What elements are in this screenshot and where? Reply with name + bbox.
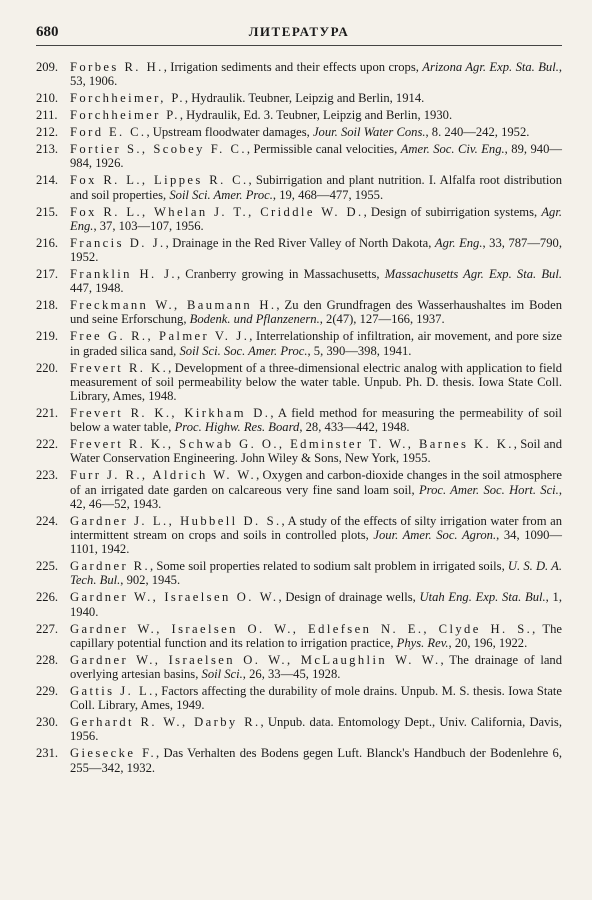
reference-number: 211. — [36, 108, 58, 123]
reference-entry — [36, 746, 562, 774]
reference-entry — [36, 437, 562, 465]
reference-entry — [36, 267, 562, 295]
reference-entry — [36, 715, 562, 743]
reference-source: Utah Eng. Exp. Sta. Bul. — [419, 590, 546, 605]
reference-entry — [36, 108, 562, 122]
reference-text: , A field method for measuring the permeability of soil below a water table, — [70, 406, 562, 435]
reference-source: Proc. Amer. Soc. Hort. Sci. — [418, 482, 559, 497]
reference-text: , Zu den Grundfragen des Wasserhaushaltes im Boden und seine Erforschung, — [70, 298, 562, 327]
reference-text: , Some soil properties related to sodium salt problem in irrigated soils, — [150, 559, 508, 574]
reference-entry — [36, 622, 562, 650]
reference-source: Soil Sci. Soc. Amer. Proc. — [179, 343, 308, 358]
reference-text: , 34, 1090—1101, 1942. — [70, 528, 563, 557]
reference-source: U. S. D. A. Tech. Bul. — [70, 559, 563, 588]
running-title: ЛИТЕРАТУРА — [248, 24, 350, 39]
reference-number: 229. — [36, 684, 59, 699]
reference-source: Soil Sci. Amer. Proc. — [169, 187, 273, 202]
reference-number: 214. — [36, 173, 59, 188]
reference-entry — [36, 468, 562, 511]
reference-authors: Frevert R. K., Kirkham D. — [70, 406, 271, 421]
reference-number: 226. — [36, 590, 59, 605]
reference-text: , 89, 940—984, 1926. — [70, 142, 562, 171]
reference-entry — [36, 236, 562, 264]
reference-number: 225. — [36, 559, 59, 574]
reference-entry — [36, 91, 562, 105]
reference-text: , 53, 1906. — [70, 60, 563, 89]
reference-text: , Cranberry growing in Massachusetts, — [176, 267, 385, 282]
page-header — [36, 24, 562, 46]
reference-text: , 8. 240—242, 1952. — [425, 125, 530, 140]
reference-text: , Design of subirrigation systems, — [363, 204, 542, 219]
reference-authors: Fortier S., Scobey F. C. — [70, 142, 247, 157]
reference-authors: Free G. R., Palmer V. J. — [70, 329, 250, 344]
reference-text: , Oxygen and carbon-dioxide changes in the soil atmosphere of an irrigated date garden on calcareous very fine sand loam soil, — [70, 468, 562, 497]
reference-entry — [36, 653, 562, 681]
reference-number: 223. — [36, 468, 59, 483]
reference-number: 216. — [36, 235, 59, 250]
reference-source: Jour. Soil Water Cons. — [312, 125, 426, 140]
reference-entry — [36, 125, 562, 139]
reference-source: Jour. Amer. Soc. Agron. — [373, 528, 497, 543]
reference-text: , Hydraulik. Teubner, Leipzig and Berlin, 1914. — [184, 91, 425, 106]
reference-text: , Development of a three-dimensional electric analog with application to field measurement of soil permeability below the water table. Unpub. Ph. D. thesis. Iowa State Coll. Library, Ames, 1948. — [70, 360, 563, 404]
reference-authors: Gardner W., Israelsen O. W. — [70, 590, 279, 605]
reference-text: , 902, 1945. — [120, 573, 181, 588]
reference-text: , 19, 468—477, 1955. — [272, 187, 384, 202]
reference-number: 224. — [36, 513, 59, 528]
reference-number: 213. — [36, 142, 59, 157]
reference-number: 209. — [36, 60, 59, 74]
reference-text: , Subirrigation and plant nutrition. I. Alfalfa root distribution and soil properties, — [70, 173, 563, 202]
reference-authors: Frevert R. K. — [70, 360, 169, 375]
reference-source: Soil Sci. — [201, 667, 243, 682]
reference-authors: Freckmann W., Baumann H. — [70, 298, 277, 313]
reference-text: , Unpub. data. Entomology Dept., Univ. California, Davis, 1956. — [70, 715, 562, 744]
reference-list — [36, 60, 562, 775]
reference-source: Agr. Eng. — [70, 204, 563, 233]
reference-text: , 1, 1940. — [70, 590, 562, 619]
reference-authors: Gardner R. — [70, 559, 150, 574]
reference-entry — [36, 60, 562, 88]
reference-text: 447, 1948. — [70, 281, 124, 296]
reference-authors: Frevert R. K., Schwab G. O., Edminster T. W., Barnes K. K. — [70, 437, 514, 452]
reference-authors: Gardner J. L., Hubbell D. S. — [70, 513, 282, 528]
reference-number: 230. — [36, 715, 59, 730]
reference-entry — [36, 684, 562, 712]
reference-source: Arizona Agr. Exp. Sta. Bul. — [422, 60, 559, 74]
reference-number: 222. — [36, 437, 59, 452]
reference-entry — [36, 514, 562, 557]
reference-number: 218. — [36, 298, 59, 313]
reference-text: , Soil and Water Conservation Engineering. John Wiley & Sons, New York, 1955. — [70, 437, 562, 466]
reference-text: , Hydraulik, Ed. 3. Teubner, Leipzig and Berlin, 1930. — [179, 108, 453, 123]
reference-text: , 20, 196, 1922. — [448, 635, 528, 650]
reference-text: , Interrelationship of infiltration, air movement, and pore size in graded silica sand, — [70, 329, 562, 358]
reference-authors: Fox R. L., Whelan J. T., Criddle W. D. — [70, 204, 364, 219]
reference-authors: Ford E. C. — [70, 125, 147, 140]
reference-source: Phys. Rev. — [396, 635, 449, 650]
reference-source: Proc. Highw. Res. Board — [174, 420, 300, 435]
reference-entry — [36, 361, 562, 404]
reference-entry — [36, 205, 562, 233]
reference-text: , Permissible canal velocities, — [246, 142, 401, 157]
reference-authors: Forchheimer, P. — [70, 91, 185, 106]
reference-entry — [36, 142, 562, 170]
reference-source: Bodenk. und Pflanzenern. — [189, 312, 320, 327]
reference-text: , Upstream floodwater damages, — [146, 125, 313, 140]
reference-number: 219. — [36, 329, 59, 344]
reference-source: Massachusetts Agr. Exp. Sta. Bul. — [384, 267, 562, 282]
reference-entry — [36, 329, 562, 357]
reference-authors: Gardner W., Israelsen O. W., Edlefsen N. E., Clyde H. S. — [70, 621, 533, 636]
reference-authors: Franklin H. J. — [70, 267, 177, 282]
reference-number: 228. — [36, 652, 59, 667]
reference-number: 215. — [36, 204, 59, 219]
reference-entry — [36, 590, 562, 618]
reference-text: , Factors affecting the durability of mole drains. Unpub. M. S. thesis. Iowa State Coll. Library, Ames, 1949. — [70, 684, 563, 713]
reference-text: , The capillary potential function and its relation to irrigation practice, — [70, 621, 562, 650]
reference-authors: Francis D. J. — [70, 235, 166, 250]
reference-authors: Gardner W., Israelsen O. W., McLaughlin W. W. — [70, 652, 441, 667]
reference-authors: Giesecke F. — [70, 746, 157, 761]
reference-authors: Fox R. L., Lippes R. C. — [70, 173, 249, 188]
reference-number: 220. — [36, 360, 59, 375]
reference-source: Agr. Eng. — [434, 235, 483, 250]
reference-number: 227. — [36, 621, 59, 636]
reference-text: , 42, 46—52, 1943. — [70, 482, 562, 511]
reference-authors: Furr J. R., Aldrich W. W. — [70, 468, 257, 483]
reference-entry — [36, 173, 562, 201]
reference-authors: Forchheimer P. — [70, 108, 180, 123]
reference-authors: Gerhardt R. W., Darby R. — [70, 715, 261, 730]
reference-number: 212. — [36, 125, 59, 140]
reference-text: , A study of the effects of silty irrigation water from an intermittent stream on crops and soils in controlled plots, — [70, 513, 562, 543]
page-number: 680 — [36, 24, 59, 40]
reference-number: 231. — [36, 746, 59, 761]
reference-text: , Design of drainage wells, — [278, 590, 420, 605]
reference-text: , 33, 787—790, 1952. — [70, 235, 562, 265]
reference-text: , 5, 390—398, 1941. — [307, 343, 412, 358]
reference-text: , 37, 103—107, 1956. — [93, 218, 204, 233]
reference-entry — [36, 406, 562, 434]
reference-entry — [36, 298, 562, 326]
reference-number: 217. — [36, 267, 59, 282]
reference-authors: Forbes R. H. — [70, 60, 164, 74]
reference-source: Amer. Soc. Civ. Eng. — [400, 142, 505, 157]
reference-text: , Das Verhalten des Bodens gegen Luft. Blanck's Handbuch der Bodenlehre 6, 255—342, 1932. — [70, 746, 563, 775]
reference-authors: Gattis J. L. — [70, 684, 155, 699]
reference-text: , 28, 433—442, 1948. — [299, 420, 410, 435]
reference-number: 221. — [36, 406, 59, 421]
reference-text: , 2(47), 127—166, 1937. — [319, 312, 445, 327]
reference-text: , 26, 33—45, 1928. — [242, 667, 341, 682]
reference-entry — [36, 559, 562, 587]
reference-text: , The drainage of land overlying artesian basins, — [70, 652, 563, 682]
reference-number: 210. — [36, 91, 59, 106]
reference-text: , Drainage in the Red River Valley of North Dakota, — [165, 235, 435, 250]
reference-text: , Irrigation sediments and their effects upon crops, — [163, 60, 423, 74]
